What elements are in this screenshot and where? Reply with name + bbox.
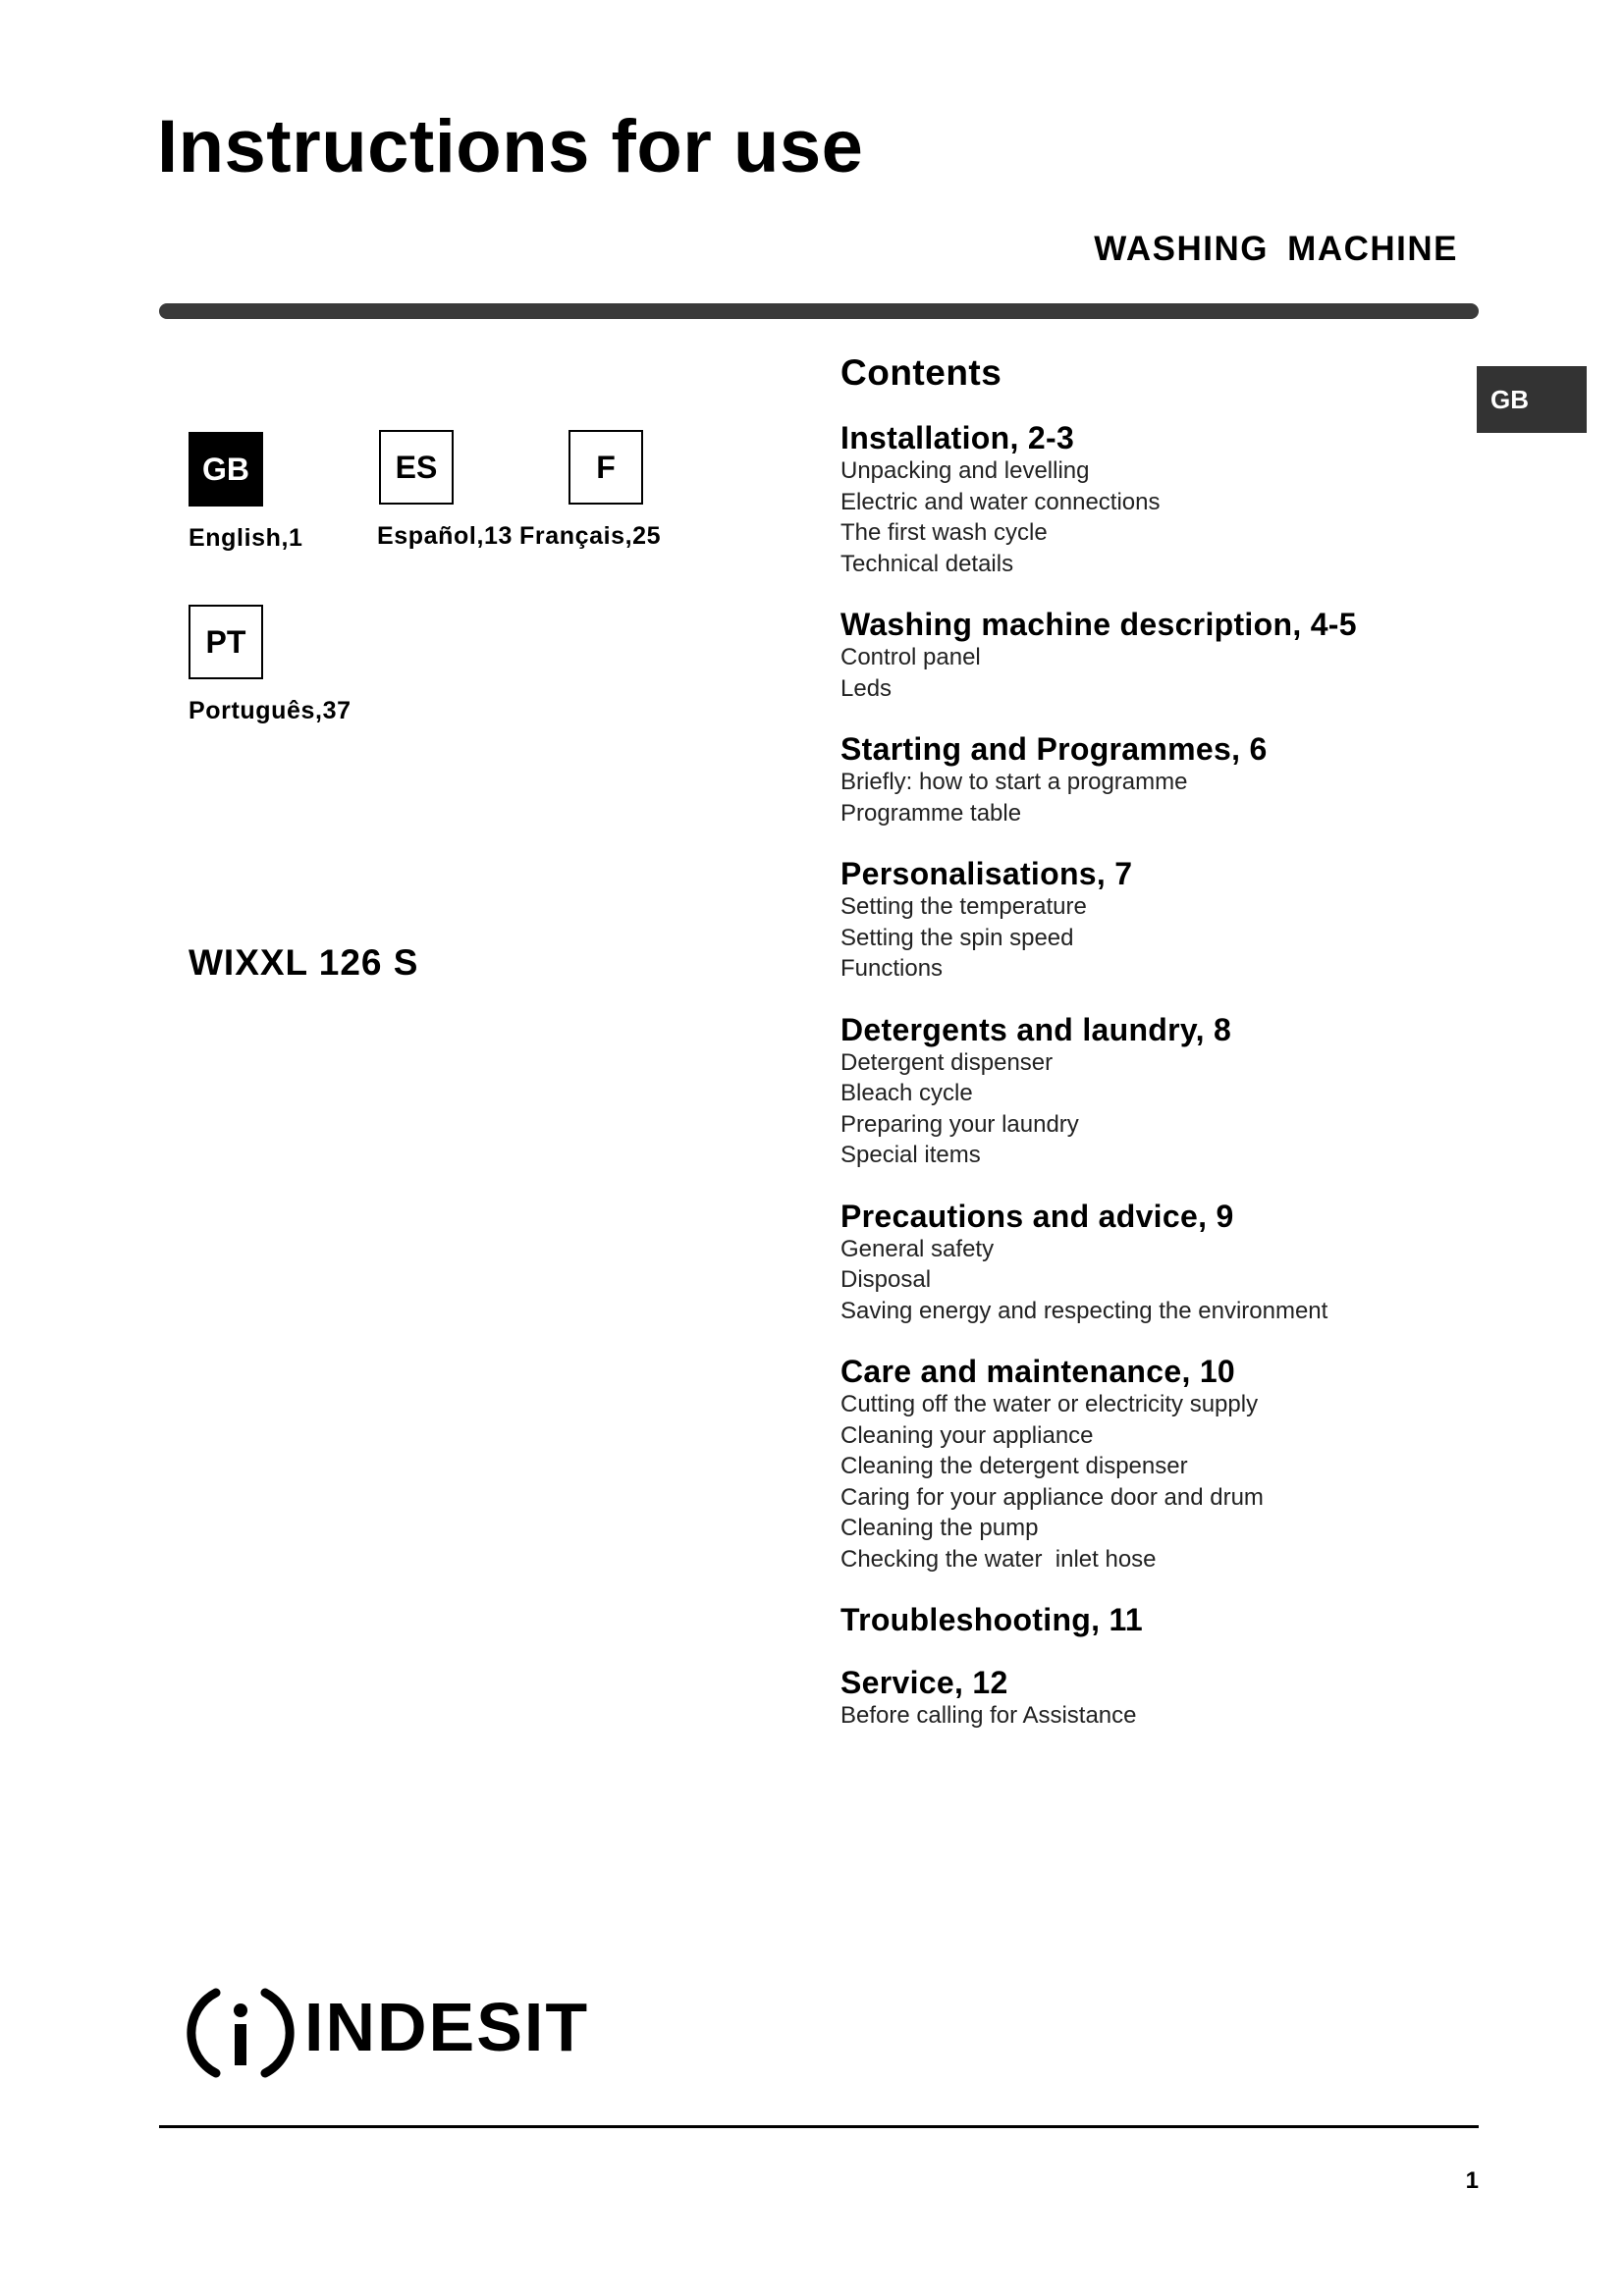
language-label-portugues[interactable]: Português,37 (189, 697, 352, 724)
toc-section-precautions (840, 1199, 1449, 1327)
toc-section-installation (840, 420, 1449, 579)
toc-section-title[interactable]: Precautions and advice, 9 (840, 1198, 1234, 1234)
toc-item[interactable]: Cleaning the pump (840, 1515, 1039, 1541)
toc-section-description (840, 607, 1449, 704)
toc-item[interactable]: Cutting off the water or electricity supply (840, 1391, 1259, 1417)
table-of-contents (840, 420, 1449, 1759)
product-type: WASHING MACHINE (1094, 230, 1458, 268)
toc-item[interactable]: Functions (840, 955, 944, 982)
toc-section-detergents (840, 1012, 1449, 1171)
toc-item[interactable]: General safety (840, 1235, 995, 1262)
toc-item[interactable]: Disposal (840, 1266, 932, 1293)
toc-section-title[interactable]: Detergents and laundry, 8 (840, 1011, 1232, 1047)
toc-item[interactable]: Programme table (840, 799, 1022, 827)
toc-item[interactable]: Special items (840, 1142, 981, 1168)
toc-item[interactable]: Detergent dispenser (840, 1048, 1054, 1076)
language-label-english[interactable]: English,1 (189, 524, 303, 552)
header-divider (159, 303, 1479, 319)
brand-logo-text: INDESIT (304, 1989, 590, 2065)
language-side-tab: GB (1477, 366, 1587, 433)
toc-item[interactable]: Unpacking and levelling (840, 457, 1090, 484)
toc-section-title[interactable]: Starting and Programmes, 6 (840, 731, 1268, 767)
toc-item[interactable]: Cleaning your appliance (840, 1421, 1094, 1449)
model-number: WIXXL 126 S (189, 942, 419, 983)
toc-item[interactable]: Caring for your appliance door and drum (840, 1483, 1264, 1511)
toc-item[interactable]: Before calling for Assistance (840, 1702, 1137, 1729)
language-box-gb[interactable]: GB (189, 432, 263, 507)
toc-item[interactable]: Technical details (840, 550, 1014, 577)
toc-item[interactable]: Cleaning the detergent dispenser (840, 1453, 1188, 1479)
toc-item[interactable]: Leds (840, 674, 893, 702)
info-circle-logo-icon (187, 1979, 295, 2087)
toc-item[interactable]: Briefly: how to start a programme (840, 769, 1188, 795)
toc-section-starting (840, 731, 1449, 828)
toc-section-title[interactable]: Care and maintenance, 10 (840, 1354, 1236, 1389)
toc-section-service (840, 1665, 1449, 1732)
page-number: 1 (1465, 2167, 1479, 2194)
toc-item[interactable]: Electric and water connections (840, 488, 1161, 515)
toc-section-troubleshooting (840, 1602, 1449, 1637)
toc-item[interactable]: Checking the water inlet hose (840, 1545, 1157, 1573)
toc-item[interactable]: Bleach cycle (840, 1080, 973, 1106)
toc-section-care (840, 1354, 1449, 1575)
page-title: Instructions for use (157, 105, 864, 188)
language-box-pt[interactable]: PT (189, 605, 263, 679)
toc-item[interactable]: Setting the spin speed (840, 924, 1074, 951)
toc-item[interactable]: Setting the temperature (840, 893, 1087, 920)
toc-section-title[interactable]: Troubleshooting, 11 (840, 1602, 1143, 1637)
language-label-francais[interactable]: Français,25 (519, 522, 662, 550)
toc-item[interactable]: The first wash cycle (840, 519, 1048, 546)
contents-heading: Contents (840, 352, 1002, 393)
language-box-es[interactable]: ES (379, 430, 454, 505)
toc-item[interactable]: Preparing your laundry (840, 1110, 1079, 1138)
footer-divider (159, 2125, 1479, 2128)
toc-section-title[interactable]: Installation, 2-3 (840, 420, 1075, 455)
toc-item[interactable]: Control panel (840, 644, 981, 670)
toc-section-title[interactable]: Washing machine description, 4-5 (840, 607, 1357, 642)
toc-item[interactable]: Saving energy and respecting the environment (840, 1297, 1328, 1324)
language-label-espanol[interactable]: Español,13 (377, 522, 513, 550)
toc-section-personalisations (840, 856, 1449, 985)
toc-section-title[interactable]: Personalisations, 7 (840, 856, 1133, 891)
toc-section-title[interactable]: Service, 12 (840, 1665, 1008, 1700)
language-box-f[interactable]: F (568, 430, 643, 505)
